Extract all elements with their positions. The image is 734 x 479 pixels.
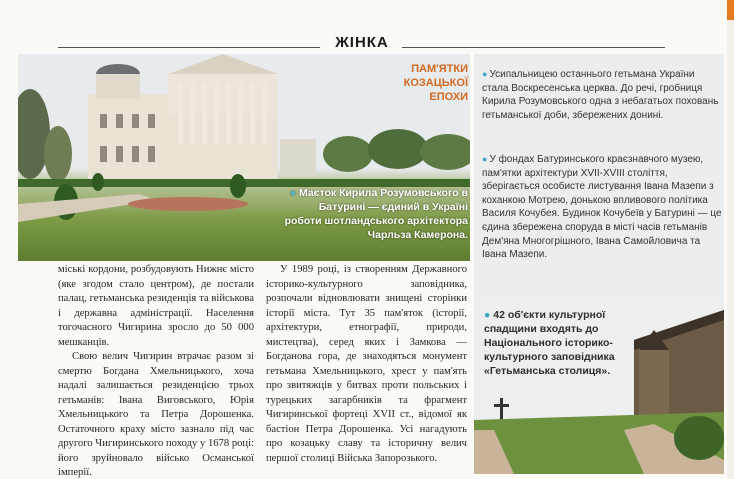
- fact-text: У фондах Батуринського краєзнавчого музею, пам'ятки архітектури XVII-XVIII століття, зберігається особисте листування Івана Мазепи з коханкою Мотрею, донькою впливового політика Василя Кочубея. Будинок Кочубеїв у Батурині — це єдина збережена споруда в місті часів гетьманів Дем'яна Многогрішного, Івана Самойловича та Івана Мазепи.: [482, 154, 722, 261]
- article-column-2: [266, 263, 467, 466]
- section-title-line: ПАМ'ЯТКИ: [411, 63, 468, 75]
- section-title-line: ЕПОХИ: [429, 91, 468, 103]
- bullet-icon: ●: [482, 154, 488, 164]
- photo-caption-text: Маєток Кирила Розумовського в Батурині — єдиний в Україні роботи шотландського архітектора Чарльза Камерона.: [284, 187, 468, 241]
- section-title: [398, 62, 468, 104]
- paragraph: У 1989 році, із створенням Державного історико-культурного заповідника, розпочали відновлювати знищені сторінки історії міста. Тут 35 пам'яток (історії, архітектури, етнографії, природи, мистецтва), серед яких і Замкова — Богданова гора, де знаходяться монумент гетьмана Хмельницького, хрест у пам'ять про звитяжців у битвах проти польських і турецьких загарбників та фрагмент Чигиринської фортеці XVII ст., відомої як бастіон Петра Дорошенка. Усі нагадують про козацьку славу та історичну велич першої столиці Війська Запорозького.: [266, 264, 467, 464]
- bullet-icon: ●: [484, 309, 491, 321]
- callout-text: 42 об'єкти культурної спадщини входять до Національного історико-культурного заповідника «Гетьманська столиця».: [484, 309, 615, 377]
- magazine-label: ЖІНКА: [335, 34, 389, 51]
- article-column-1: [58, 263, 254, 479]
- header-rule-left: [58, 47, 320, 48]
- page-edge: [727, 20, 734, 479]
- heritage-callout: [484, 308, 632, 378]
- bullet-icon: ●: [289, 187, 297, 199]
- fact-item: [482, 68, 722, 122]
- photo-caption: [284, 186, 468, 242]
- paragraph: міські кордони, розбудовують Нижнє місто (яке згодом стало центром), де постали палац, гетьманська резиденція та військова і державна адміністрації. Населення тогочасного Чигирина зросло до 50 000 мешканців.: [58, 264, 254, 348]
- bullet-icon: ●: [482, 69, 488, 79]
- page-edge-tab: [727, 0, 734, 20]
- paragraph: Свою велич Чигирин втрачає разом зі смертю Богдана Хмельницького, хоча надалі залишається резиденцією трьох гетьманів: Івана Виговського, Юрія Хмельницького та Петра Дорошенка. Остаточного краху місто зазнало під час другого Чигиринського походу у 1678 році: його зруйновало військо Османської імперії.: [58, 351, 254, 478]
- fact-text: Усипальницею останнього гетьмана України стала Воскресенська церква. До речі, гробниця Кирила Розумовського одна з небагатьох поховань гетьманської доби, збережених донині.: [482, 69, 719, 121]
- section-title-line: КОЗАЦЬКОЇ: [403, 77, 468, 89]
- fact-item: [482, 153, 722, 262]
- header-rule-right: [402, 47, 665, 48]
